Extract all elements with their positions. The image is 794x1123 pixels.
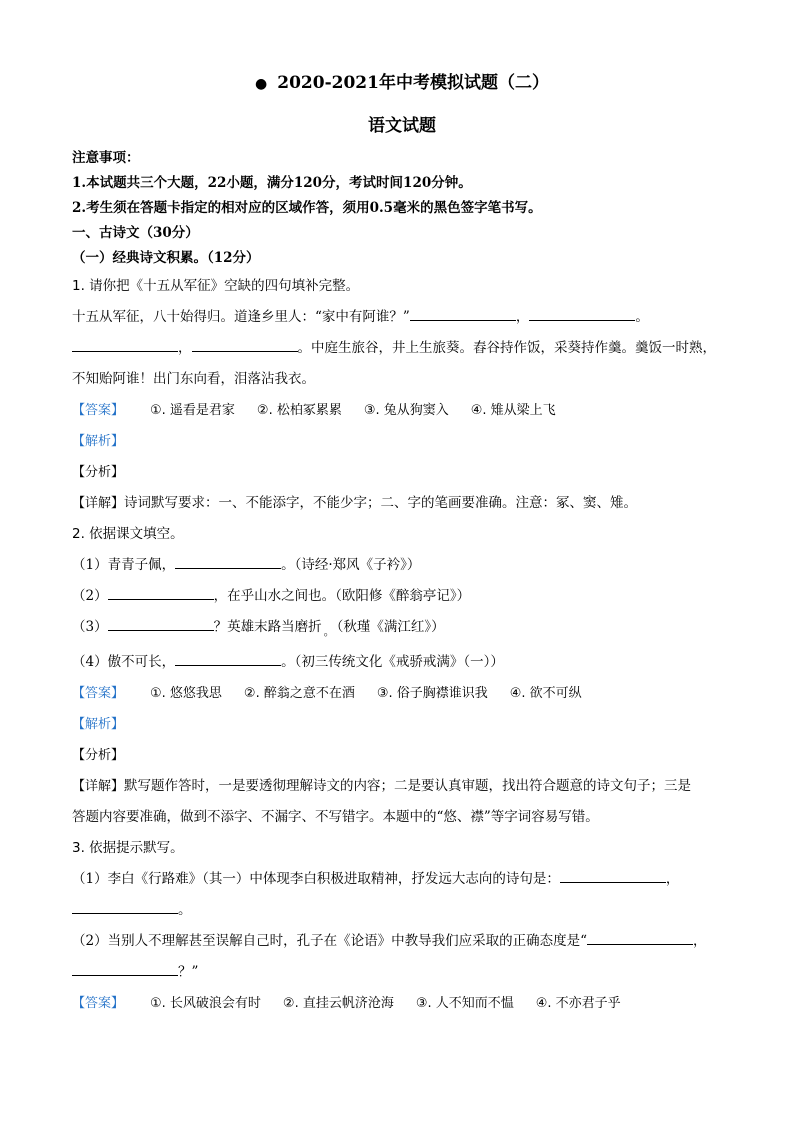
answer-blank[interactable]	[108, 616, 214, 631]
answer-item: ②. 醉翁之意不在酒	[243, 686, 355, 701]
q1-analysis-row	[72, 426, 732, 457]
page-title	[72, 68, 732, 93]
answer-blank[interactable]	[560, 868, 666, 883]
q2-fenxi-row	[72, 740, 732, 771]
answer-item: ②. 松柏冢累累	[256, 403, 342, 418]
exam-page	[72, 68, 732, 1019]
answer-item: ④. 欲不可纵	[509, 686, 582, 701]
detail-tag: 【详解】	[72, 779, 125, 794]
answer-blank[interactable]	[529, 306, 635, 321]
answer-item: ③. 人不知而不愠	[415, 996, 514, 1011]
q2-detail-row-2: 答题内容要准确，做到不添字、不漏字、不写错字。本题中的“悠、襟”等字词容易写错。	[72, 809, 599, 825]
answer-tag: 【答案】	[72, 403, 125, 418]
analysis-tag: 【解析】	[72, 434, 125, 449]
answer-blank[interactable]	[72, 899, 178, 914]
answer-item: ②. 直挂云帆济沧海	[282, 996, 394, 1011]
q1-line-2: ， 。中庭生旅谷，井上生旅葵。舂谷持作饭，采葵持作羹。羹饭一时熟，	[72, 333, 732, 364]
q3-item-1: （1）李白《行路难》（其一）中体现李白积极进取精神，抒发远大志向的诗句是： ，	[72, 864, 732, 895]
answer-item: ③. 俗子胸襟谁识我	[376, 686, 488, 701]
answer-blank[interactable]	[410, 306, 516, 321]
answer-blank[interactable]	[108, 585, 214, 600]
answer-item: ①. 长风破浪会有时	[150, 996, 261, 1011]
answer-item: ④. 不亦君子乎	[535, 996, 621, 1011]
subsection-heading: （一）经典诗文积累。（12分）	[72, 250, 260, 266]
answer-item: ①. 悠悠我思	[150, 686, 222, 701]
q2-analysis-row	[72, 709, 732, 740]
analysis-tag: 【解析】	[72, 717, 125, 732]
answer-item: ①. 遥看是君家	[150, 403, 235, 418]
q2-detail-row: 【详解】默写题作答时，一是要透彻理解诗文的内容；二是要认真审题，找出符合题意的诗文句子；三是	[72, 771, 732, 802]
q3-item-1-cont: 。	[72, 895, 732, 926]
notes-heading: 注意事项：	[72, 150, 140, 166]
section-heading: 一、古诗文（30分）	[72, 225, 199, 241]
answer-blank[interactable]	[587, 930, 693, 945]
q1-stem: 1. 请你把《十五从军征》空缺的四句填补完整。	[72, 278, 360, 294]
answer-item: ④. 雉从梁上飞	[470, 403, 556, 418]
q2-item-2: （2） ，在乎山水之间也。（欧阳修《醉翁亭记》）	[72, 581, 732, 612]
q3-answer-row	[72, 988, 732, 1019]
q2-answer-row	[72, 678, 732, 709]
answer-blank[interactable]	[175, 651, 281, 666]
q1-line-1: 十五从军征，八十始得归。道逢乡里人：“家中有阿谁？” ， 。	[72, 302, 732, 333]
answer-blank[interactable]	[72, 961, 178, 976]
q3-stem: 3. 依据提示默写。	[72, 840, 184, 856]
answer-blank[interactable]	[72, 337, 178, 352]
q2-item-3: （3） ？英雄末路当磨折 $_。$ （秋瑾《满江红》）	[72, 612, 732, 647]
q2-item-1: （1）青青子佩， 。（诗经·郑风《子衿》）	[72, 550, 732, 581]
answer-tag: 【答案】	[72, 686, 125, 701]
q2-stem: 2. 依据课文填空。	[72, 526, 184, 542]
q2-item-4: （4）傲不可长， 。（初三传统文化《戒骄戒满》（一））	[72, 647, 732, 678]
bullet-icon: ●	[255, 76, 268, 92]
fenxi-tag: 【分析】	[72, 465, 125, 480]
fenxi-tag: 【分析】	[72, 748, 125, 763]
answer-blank[interactable]	[192, 337, 298, 352]
detail-tag: 【详解】	[72, 496, 125, 511]
notes-item-1: 1.本试题共三个大题，22小题，满分120分，考试时间120分钟。	[72, 175, 472, 191]
q1-line-3: 不知贻阿谁！出门东向看，泪落沾我衣。	[72, 371, 315, 387]
page-subtitle: 语文试题	[368, 116, 436, 136]
q3-item-2: （2）当别人不理解甚至误解自己时，孔子在《论语》中教导我们应采取的正确态度是“ ，	[72, 926, 732, 957]
answer-blank[interactable]	[175, 554, 281, 569]
q1-answer-row	[72, 395, 732, 426]
answer-item: ③. 兔从狗窦入	[363, 403, 449, 418]
notes-item-2: 2.考生须在答题卡指定的相对应的区域作答，须用0.5毫米的黑色签字笔书写。	[72, 200, 542, 216]
answer-tag: 【答案】	[72, 996, 125, 1011]
q3-item-2-cont: ？”	[72, 957, 732, 988]
q1-fenxi-row	[72, 457, 732, 488]
q1-detail-row: 【详解】诗词默写要求：一、不能添字，不能少字；二、字的笔画要准确。注意：冢、窦、雉。	[72, 488, 732, 519]
title-text: 2020-2021年中考模拟试题（二）	[277, 73, 549, 93]
